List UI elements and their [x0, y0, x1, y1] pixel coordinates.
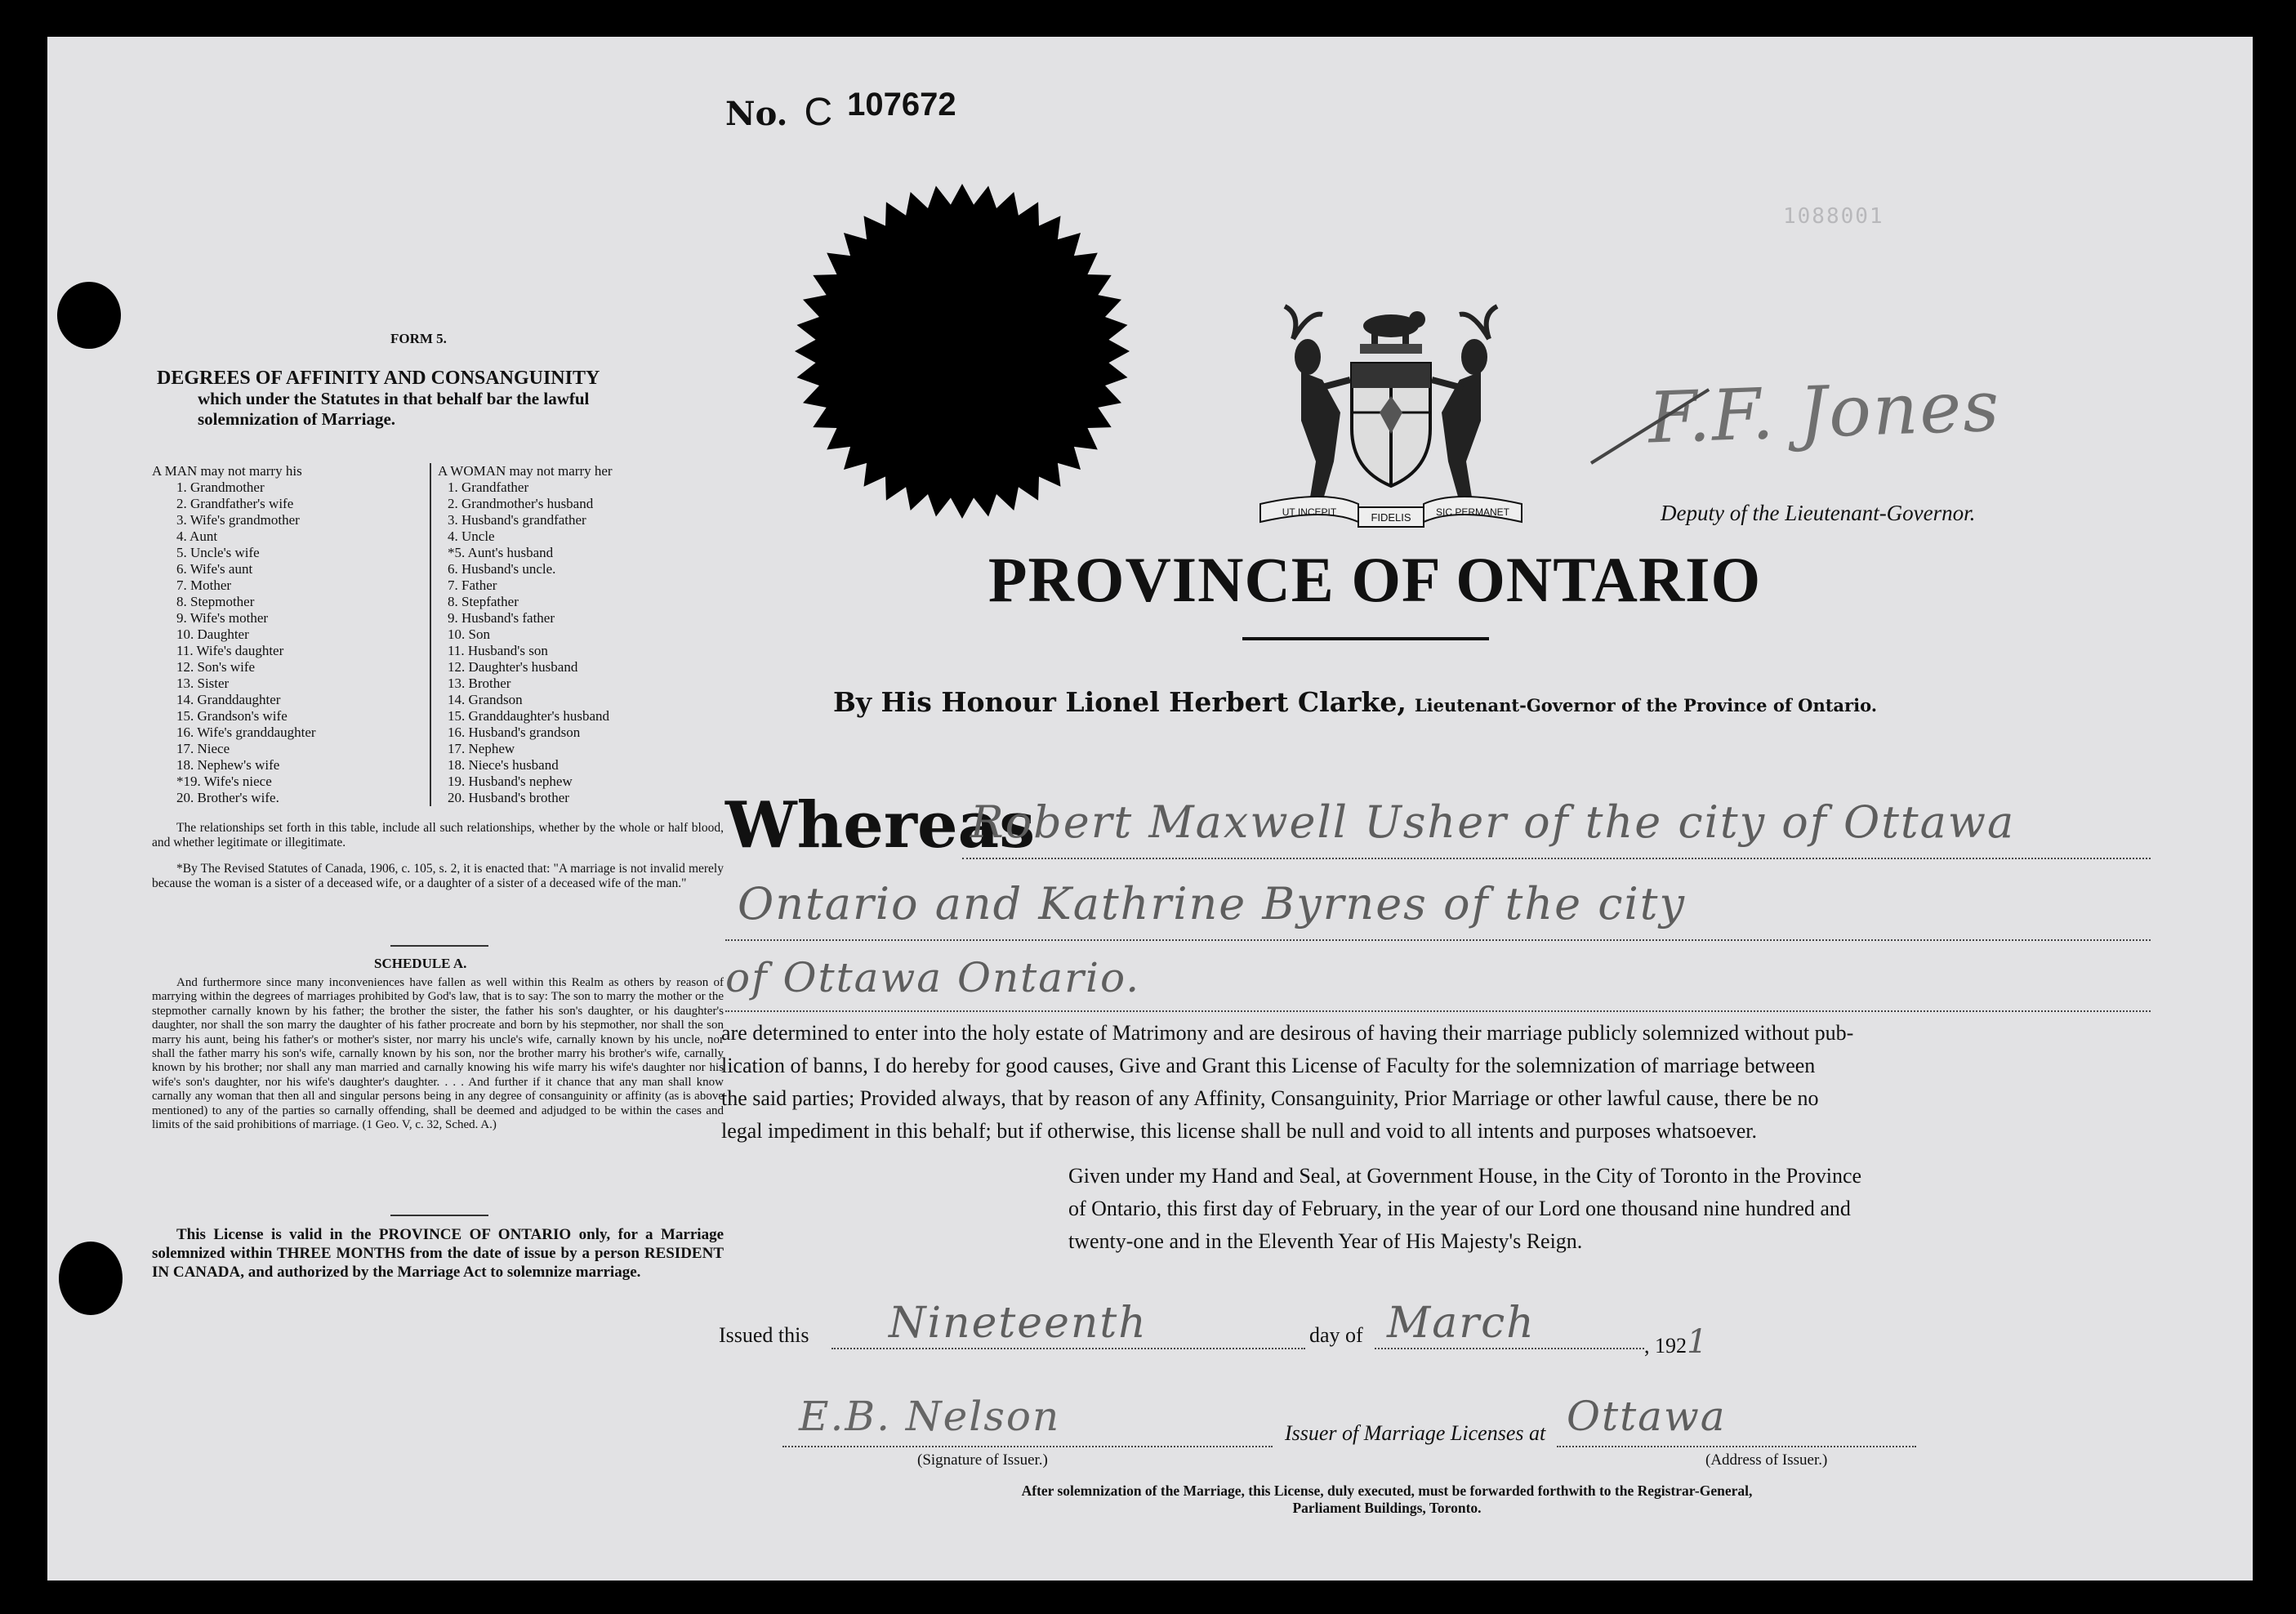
woman-item: 11. Husband's son	[448, 643, 548, 658]
man-item: 3. Wife's grandmother	[176, 512, 300, 528]
issued-year-prefix: 192	[1655, 1334, 1687, 1358]
issued-day-label: day of	[1309, 1323, 1363, 1347]
coat-of-arms	[1244, 290, 1538, 535]
woman-item: 20. Husband's brother	[448, 790, 569, 805]
man-item: 6. Wife's aunt	[176, 561, 253, 577]
man-item: 2. Grandfather's wife	[176, 496, 294, 511]
given-line-3: twenty-one and in the Eleventh Year of His Majesty's Reign.	[1068, 1229, 1583, 1253]
notes-rule	[390, 945, 488, 947]
body-line-1: are determined to enter into the holy estate of Matrimony and are desirous of having their marriage publicly solemnized without pub-	[721, 1021, 1854, 1045]
man-item: 4. Aunt	[176, 528, 218, 544]
man-item: *19. Wife's niece	[176, 774, 272, 789]
body-line-4: legal impediment in this behalf; but if otherwise, this license shall be null and void to all intents and purposes whatsoever.	[721, 1119, 1757, 1143]
woman-item: 10. Son	[448, 626, 490, 642]
issuer-place-rule	[1557, 1446, 1916, 1447]
woman-item: 13. Brother	[448, 675, 511, 691]
woman-item: 8. Stepfather	[448, 594, 519, 609]
woman-item: 14. Grandson	[448, 692, 523, 707]
woman-list	[438, 479, 732, 806]
man-item: 17. Niece	[176, 741, 230, 756]
woman-item: 2. Grandmother's husband	[448, 496, 594, 511]
man-item: 11. Wife's daughter	[176, 643, 284, 658]
man-header: A MAN may not marry his	[152, 463, 302, 479]
form-label: FORM 5.	[390, 331, 447, 346]
man-item: 15. Grandson's wife	[176, 708, 288, 724]
footer-line-1: After solemnization of the Marriage, this License, duly executed, must be forwarded forthwith to the Registrar-General,	[1021, 1482, 1753, 1499]
issued-year-value: 1	[1687, 1323, 1710, 1361]
page-title: PROVINCE OF ONTARIO	[988, 544, 1762, 615]
man-item: 12. Son's wife	[176, 659, 256, 675]
number-series: C	[804, 91, 833, 134]
woman-item: 1. Grandfather	[448, 479, 529, 495]
issuer-signature-caption: (Signature of Issuer.)	[917, 1451, 1048, 1469]
man-item: 16. Wife's granddaughter	[176, 725, 316, 740]
seal	[791, 180, 1134, 523]
whereas-rule-1	[962, 858, 2151, 859]
issuer-signature: E.B. Nelson	[799, 1393, 1061, 1440]
whereas-rule-2	[725, 939, 2151, 941]
issued-label: Issued this	[719, 1323, 809, 1347]
woman-item: 4. Uncle	[448, 528, 495, 544]
form-heading-2: which under the Statutes in that behalf bar the lawful	[198, 389, 590, 408]
body-line-2: lication of banns, I do hereby for good causes, Give and Grant this License of Faculty for the solemnization of marriage between	[721, 1054, 1816, 1077]
footer	[799, 1482, 1975, 1517]
column-divider	[430, 463, 431, 806]
given-block	[1068, 1160, 2171, 1258]
woman-header: A WOMAN may not marry her	[438, 463, 613, 479]
motto-center: FIDELIS	[1371, 511, 1411, 524]
woman-item: 19. Husband's nephew	[448, 774, 573, 789]
issued-month: March	[1387, 1299, 1536, 1348]
man-item: 10. Daughter	[176, 626, 249, 642]
man-item: 1. Grandmother	[176, 479, 265, 495]
honour-line	[833, 686, 1877, 718]
woman-item: 16. Husband's grandson	[448, 725, 581, 740]
man-item: 7. Mother	[176, 577, 232, 593]
form-heading-1: DEGREES OF AFFINITY AND CONSANGUINITY	[157, 368, 600, 389]
given-line-1: Given under my Hand and Seal, at Government House, in the City of Toronto in the Province	[1068, 1164, 1862, 1188]
title-rule	[1242, 637, 1489, 640]
motto-right: SIC PERMANET	[1435, 506, 1510, 518]
woman-item: 6. Husband's uncle.	[448, 561, 556, 577]
punch-hole-top	[57, 282, 121, 349]
schedule-title: SCHEDULE A.	[374, 956, 467, 971]
statute-note: *By The Revised Statutes of Canada, 1906, c. 105, s. 2, it is enacted that: "A marriage is not invalid merely because the woman is a sister of a deceased wife, or a daughter of a sister of a deceased wife of the man."	[152, 862, 724, 890]
man-item: 8. Stepmother	[176, 594, 255, 609]
schedule-text: And furthermore since many inconveniences have fallen as well within this Realm as others by reason of marrying within the degrees of marriages prohibited by God's law, that is to say: The son to marry the mother or the stepmother carnally known by his father; the brother the sister, the father his son's daughter, or his daughter's daughter, nor shall the son marry the daughter of his father procreate and born by his stepmother, nor shall the son marry his aunt, being his father's or mother's sister, nor marry his uncle's wife, carnally known by his uncle, nor shall the father marry his son's wife, carnally known by his son, nor the brother marry his brother's wife, carnally known by his brother; nor shall any man married and carnally knowing his wife marry his wife's daughter nor his wife's son's daughter, nor his wife's daughter's daughter. . . . And further if it chance that any man shall know carnally any woman that then all and singular persons being in any degree of consanguinity or affinity (as is above mentioned) to any of the parties so carnally offending, shall be deemed and adjudged to be within the cases and limits of the said prohibitions of marriage. (1 Geo. V, c. 32, Sched. A.)	[152, 976, 724, 1132]
number-label: No.	[725, 95, 788, 133]
number-value: 107672	[847, 87, 956, 123]
schedule-rule	[390, 1215, 488, 1216]
relationships-note: The relationships set forth in this table, include all such relationships, whether by the whole or half blood, and whether legitimate or illegitimate.	[152, 821, 724, 849]
form-heading-3: solemnization of Marriage.	[198, 409, 396, 429]
honour-suffix: Lieutenant-Governor of the Province of Ontario.	[1414, 695, 1878, 716]
man-list	[152, 479, 430, 806]
whereas-rule-3	[725, 1010, 2151, 1012]
signature-caption: Deputy of the Lieutenant-Governor.	[1661, 501, 1976, 525]
man-item: 14. Granddaughter	[176, 692, 281, 707]
motto-left: UT INCEPIT	[1282, 506, 1337, 518]
lieutenant-governor-signature: F.F. Jones	[1647, 365, 2002, 460]
issuer-signature-rule	[782, 1446, 1273, 1447]
issued-day-rule	[831, 1348, 1305, 1349]
woman-item: *5. Aunt's husband	[448, 545, 554, 560]
woman-item: 18. Niece's husband	[448, 757, 559, 773]
honour-prefix: By His Honour Lionel Herbert Clarke,	[833, 686, 1407, 718]
woman-item: 7. Father	[448, 577, 497, 593]
certificate-number	[725, 87, 956, 135]
whereas-line-2: Ontario and Kathrine Byrnes of the city	[738, 878, 1687, 930]
woman-item: 15. Granddaughter's husband	[448, 708, 610, 724]
man-item: 18. Nephew's wife	[176, 757, 280, 773]
form-heading	[157, 368, 720, 430]
faint-stamp: 1088001	[1783, 204, 1884, 229]
license-sheet	[47, 37, 2253, 1581]
footer-line-2: Parliament Buildings, Toronto.	[1292, 1500, 1482, 1516]
body-line-3: the said parties; Provided always, that by reason of any Affinity, Consanguinity, Prior Marriage or other lawful cause, there be no	[721, 1086, 1819, 1110]
woman-item: 12. Daughter's husband	[448, 659, 578, 675]
address-caption: (Address of Issuer.)	[1705, 1451, 1828, 1469]
man-item: 20. Brother's wife.	[176, 790, 279, 805]
validity-note: This License is valid in the PROVINCE OF ONTARIO only, for a Marriage solemnized within THREE MONTHS from the date of issue by a person RESIDENT IN CANADA, and authorized by the Marriage Act to solemnize marriage.	[152, 1226, 724, 1281]
woman-item: 9. Husband's father	[448, 610, 555, 626]
man-item: 9. Wife's mother	[176, 610, 269, 626]
man-item: 13. Sister	[176, 675, 230, 691]
issuer-place: Ottawa	[1567, 1393, 1727, 1440]
whereas-line-3: of Ottawa Ontario.	[725, 954, 1141, 1001]
given-line-2: of Ontario, this first day of February, in the year of our Lord one thousand nine hundred and	[1068, 1197, 1851, 1220]
issued-day: Nineteenth	[889, 1299, 1148, 1348]
issued-year: , 1921	[1644, 1323, 1710, 1361]
issued-month-rule	[1375, 1348, 1644, 1349]
man-column	[152, 463, 430, 806]
issuer-label: Issuer of Marriage Licenses at	[1285, 1421, 1546, 1445]
woman-column	[438, 463, 732, 806]
woman-item: 3. Husband's grandfather	[448, 512, 586, 528]
woman-item: 17. Nephew	[448, 741, 515, 756]
whereas-word: Whereas	[725, 788, 1036, 863]
whereas-line-1: Robert Maxwell Usher of the city of Ottawa	[970, 796, 2016, 848]
license-body	[721, 1017, 2183, 1148]
punch-hole-bottom	[59, 1242, 123, 1315]
man-item: 5. Uncle's wife	[176, 545, 260, 560]
